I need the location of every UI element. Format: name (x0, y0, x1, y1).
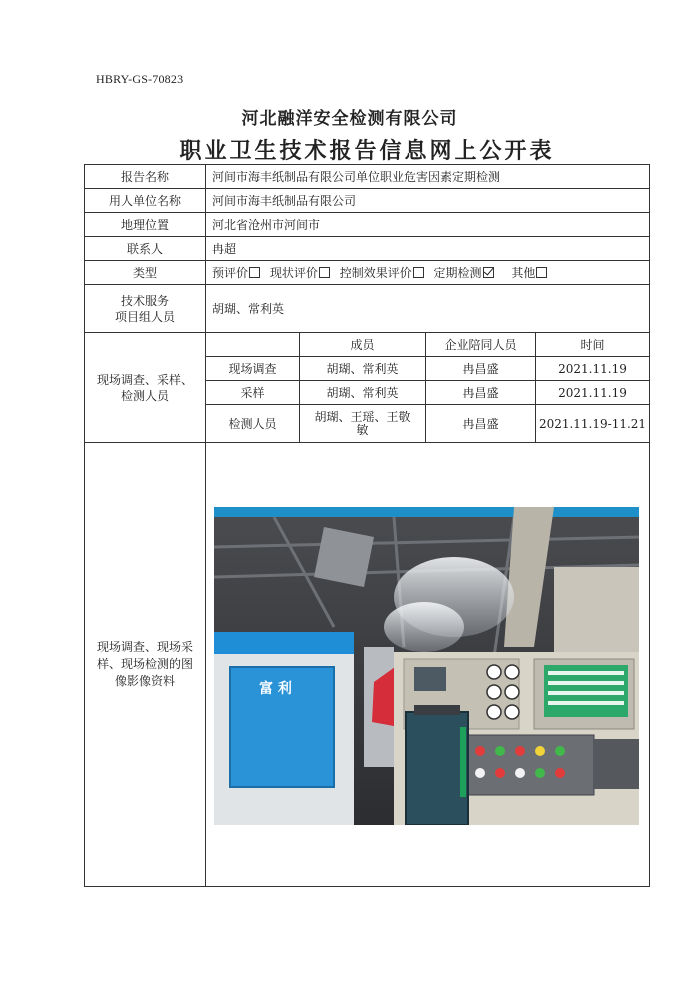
images-cell (206, 443, 650, 887)
button-panel (464, 735, 594, 795)
personnel-label-line1: 现场调查、采样、 (96, 372, 193, 387)
type-option-other (511, 266, 547, 280)
header-time: 时间 (536, 333, 650, 357)
personnel-accompany: 冉昌盛 (426, 381, 536, 405)
cabinet-top-panel (214, 632, 354, 654)
back-machine (554, 567, 639, 657)
tech-team-label (85, 285, 206, 333)
type-option-control-effect (340, 266, 424, 280)
blue-ceiling-beam (214, 507, 639, 517)
employer-label: 用人单位名称 (85, 189, 206, 213)
type-option-label: 定期检测 (433, 266, 482, 280)
personnel-members: 胡瑚、常利英 (300, 381, 426, 405)
contact-value: 冉超 (206, 237, 650, 261)
checkbox-pre-evaluation[interactable] (249, 267, 260, 278)
personnel-time: 2021.11.19 (536, 381, 650, 405)
steam-cloud (384, 602, 464, 652)
row-employer (85, 189, 650, 213)
row-report-name (85, 165, 650, 189)
checkbox-status-evaluation[interactable] (319, 267, 330, 278)
tech-team-label-line2: 项目组人员 (114, 309, 175, 324)
type-option-label: 其他 (511, 266, 536, 280)
personnel-accompany: 冉昌盛 (426, 405, 536, 443)
header-members: 成员 (300, 333, 426, 357)
type-option-label: 控制效果评价 (339, 266, 412, 280)
type-option-periodic-test (434, 266, 494, 280)
tech-team-value: 胡瑚、常利英 (206, 285, 650, 333)
images-label-line1: 现场调查、现场采 (96, 640, 193, 654)
keyboard-tray (594, 739, 639, 789)
company-name: 河北融洋安全检测有限公司 (241, 109, 458, 129)
row-contact (85, 237, 650, 261)
document-code: HBRY-GS-70823 (96, 72, 184, 86)
overhead-machinery (314, 527, 374, 587)
personnel-members: 胡瑚、王瑶、王敬敏 (300, 405, 426, 443)
employer-value: 河间市海丰纸制品有限公司 (206, 189, 650, 213)
checkbox-control-effect[interactable] (413, 267, 424, 278)
personnel-accompany: 冉昌盛 (426, 357, 536, 381)
tech-team-label-line1: 技术服务 (120, 293, 169, 308)
type-label: 类型 (85, 261, 206, 285)
images-label-line2: 样、现场检测的图 (96, 657, 193, 671)
factory-scene (214, 507, 639, 825)
row-tech-team (85, 285, 650, 333)
personnel-time: 2021.11.19-11.21 (536, 405, 650, 443)
lcd-display (414, 667, 446, 691)
personnel-task: 检测人员 (206, 405, 300, 443)
meter-case (406, 712, 468, 825)
location-label: 地理位置 (85, 213, 206, 237)
checkbox-other[interactable] (536, 267, 547, 278)
meter-case-handle (414, 705, 460, 715)
header-blank (206, 333, 300, 357)
personnel-task: 现场调查 (206, 357, 300, 381)
document-title: 职业卫生技术报告信息网上公开表 (179, 138, 555, 164)
location-value: 河北省沧州市河间市 (206, 213, 650, 237)
type-options (206, 261, 650, 285)
contact-label: 联系人 (85, 237, 206, 261)
type-option-pre-evaluation (212, 266, 260, 280)
type-option-label: 预评价 (212, 266, 249, 280)
row-type (85, 261, 650, 285)
personnel-task: 采样 (206, 381, 300, 405)
site-photo (214, 507, 639, 825)
personnel-time: 2021.11.19 (536, 357, 650, 381)
meter-indicator (460, 727, 466, 797)
type-option-label: 现状评价 (269, 266, 318, 280)
row-images (85, 443, 650, 887)
images-label (85, 443, 206, 887)
report-name-label: 报告名称 (85, 165, 206, 189)
images-label-line3: 像影像资料 (114, 674, 175, 688)
personnel-label (85, 333, 206, 443)
checkbox-periodic-test[interactable] (483, 267, 494, 278)
report-name-value: 河间市海丰纸制品有限公司单位职业危害因素定期检测 (206, 165, 650, 189)
header-accompany: 企业陪同人员 (426, 333, 536, 357)
disclosure-table (84, 164, 650, 887)
machine-brand-text: 富 利 (259, 681, 292, 697)
type-option-status-evaluation (270, 266, 330, 280)
personnel-label-line2: 检测人员 (120, 388, 169, 403)
personnel-members: 胡瑚、常利英 (300, 357, 426, 381)
row-location (85, 213, 650, 237)
personnel-header-row (85, 333, 650, 357)
